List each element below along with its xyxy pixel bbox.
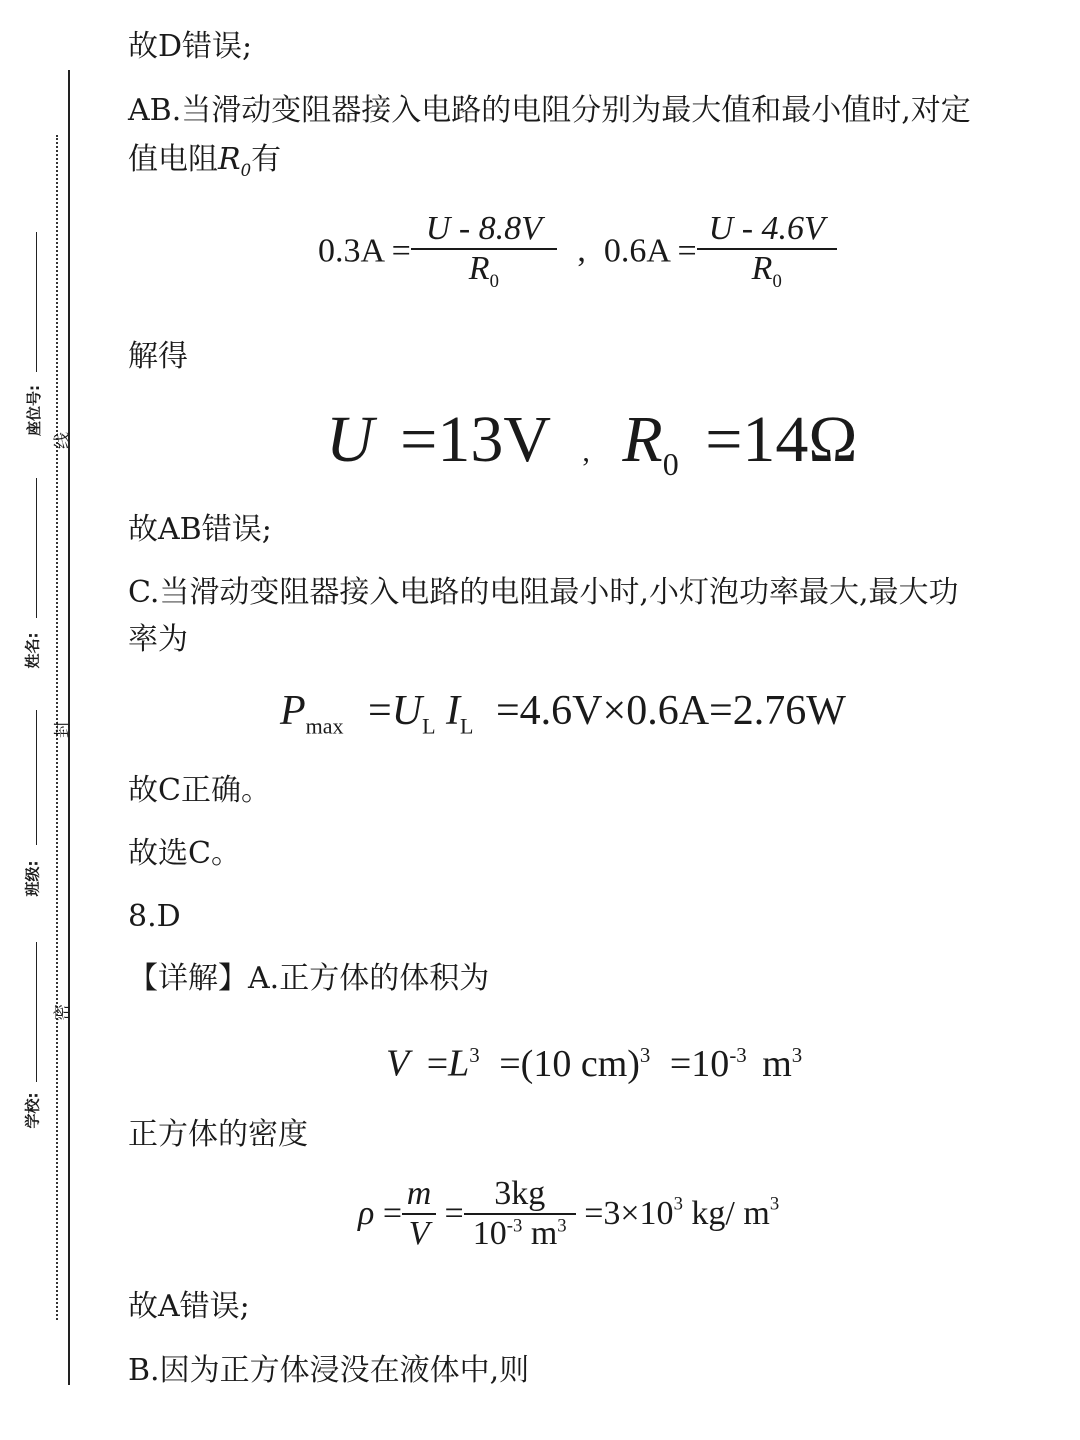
eq4-unit: m (762, 1042, 792, 1085)
name-fill-line (36, 478, 37, 618)
text-line-6: C.当滑动变阻器接入电路的电阻最小时,小灯泡功率最大,最大功 (128, 575, 959, 610)
eq4-eq1: = (426, 1042, 449, 1085)
eq2-sep: , (582, 435, 590, 468)
eq1-lhs1: 0.3A = (318, 232, 411, 270)
seat-label: 座位号: (25, 385, 43, 436)
equation-3 (280, 686, 846, 751)
text-line-14: B.因为正方体浸没在液体中,则 (128, 1353, 530, 1388)
eq5-eq2: = (444, 1195, 464, 1232)
class-fill-line (36, 710, 37, 845)
eq2-r-sub: 0 (662, 446, 679, 483)
eq5-eq1: = (382, 1195, 403, 1232)
eq1-frac2 (697, 210, 837, 293)
text-line-3 (128, 140, 281, 191)
eq4-l-var: L (448, 1042, 470, 1085)
equation-2 (326, 400, 857, 504)
eq5-frac2 (464, 1175, 576, 1253)
eq4-mid: =(10 cm) (499, 1042, 640, 1085)
eq5-den2-sup: -3 (506, 1215, 523, 1237)
eq5-rhs-unit-sup: 3 (769, 1193, 780, 1215)
eq5-rho: ρ (358, 1195, 375, 1232)
eq3-p-var: P (280, 688, 306, 734)
text-line-13: 故A错误; (128, 1289, 250, 1324)
seal-secret-char: 密 (53, 1004, 73, 1021)
text-line-3-suffix: 有 (251, 142, 282, 177)
text-line-12: 正方体的密度 (128, 1117, 308, 1152)
eq4-rhs: =10 (669, 1042, 730, 1085)
text-line-5: 故AB错误; (128, 512, 272, 547)
eq5-frac1 (402, 1175, 436, 1253)
text-line-10: 8.D (128, 899, 181, 934)
eq1-frac1 (411, 210, 557, 293)
text-line-4: 解得 (128, 339, 188, 374)
text-line-2: AB.当滑动变阻器接入电路的电阻分别为最大值和最小值时,对定 (128, 93, 971, 128)
eq3-i-var: I (446, 688, 461, 734)
seal-line-char: 线 (53, 432, 73, 449)
seal-seal-char: 封 (53, 721, 73, 738)
eq1-den2-var: R (751, 250, 773, 287)
text-line-8: 故C正确。 (128, 773, 271, 808)
eq3-p-sub: max (305, 713, 344, 739)
eq2-u-var: U (326, 403, 374, 476)
eq5-rhs-sup: 3 (673, 1193, 683, 1215)
equation-1 (318, 210, 837, 293)
school-fill-line (36, 942, 37, 1082)
eq3-rhs: =4.6V×0.6A=2.76W (495, 688, 846, 734)
eq3-u-sub: L (422, 713, 436, 739)
eq2-u-val: =13V (400, 403, 550, 476)
eq5-den2-base: 10 (472, 1215, 507, 1252)
eq2-r-var: R (622, 403, 663, 476)
eq1-lhs2: 0.6A = (603, 232, 697, 270)
eq5-rhs-unit: kg/ m (691, 1195, 770, 1232)
eq3-i-sub: L (460, 713, 474, 739)
text-line-1: 故D错误; (128, 29, 253, 64)
eq1-num2: U - 4.6V (708, 210, 825, 247)
class-label: 班级: (23, 860, 42, 897)
school-label: 学校: (23, 1092, 42, 1129)
eq1-den1-sub: 0 (489, 270, 499, 292)
text-line-11: 【详解】A.正方体的体积为 (128, 961, 490, 996)
name-label: 姓名: (23, 632, 42, 669)
eq4-l-sup: 3 (469, 1043, 480, 1067)
eq5-den1: V (408, 1215, 430, 1252)
eq4-v-var: V (386, 1042, 410, 1085)
eq1-num1: U - 8.8V (425, 210, 542, 247)
seat-fill-line (36, 232, 37, 372)
eq3-u-var: U (391, 688, 423, 734)
text-line-3-prefix: 值电阻 (128, 142, 218, 177)
equation-5 (358, 1175, 779, 1253)
eq3-eq: = (368, 688, 392, 734)
eq2-r-val: =14Ω (705, 403, 858, 476)
text-line-9: 故选C。 (128, 836, 241, 871)
eq4-mid-sup: 3 (639, 1043, 651, 1067)
eq5-num1: m (406, 1175, 432, 1212)
eq4-rhs-sup: -3 (729, 1043, 747, 1067)
r0-var: R (218, 142, 241, 177)
text-line-7: 率为 (128, 622, 188, 657)
eq5-num2: 3kg (494, 1175, 546, 1212)
equation-4 (386, 1030, 802, 1089)
eq1-den2-sub: 0 (772, 270, 782, 292)
eq5-den2-unit: m (530, 1215, 558, 1252)
eq1-sep: , (577, 232, 586, 270)
eq5-rhs: =3×10 (584, 1195, 674, 1232)
eq5-den2-unit-sup: 3 (557, 1215, 567, 1237)
r0-sub: 0 (240, 161, 252, 180)
eq4-unit-sup: 3 (791, 1043, 803, 1067)
eq1-den1-var: R (468, 250, 490, 287)
